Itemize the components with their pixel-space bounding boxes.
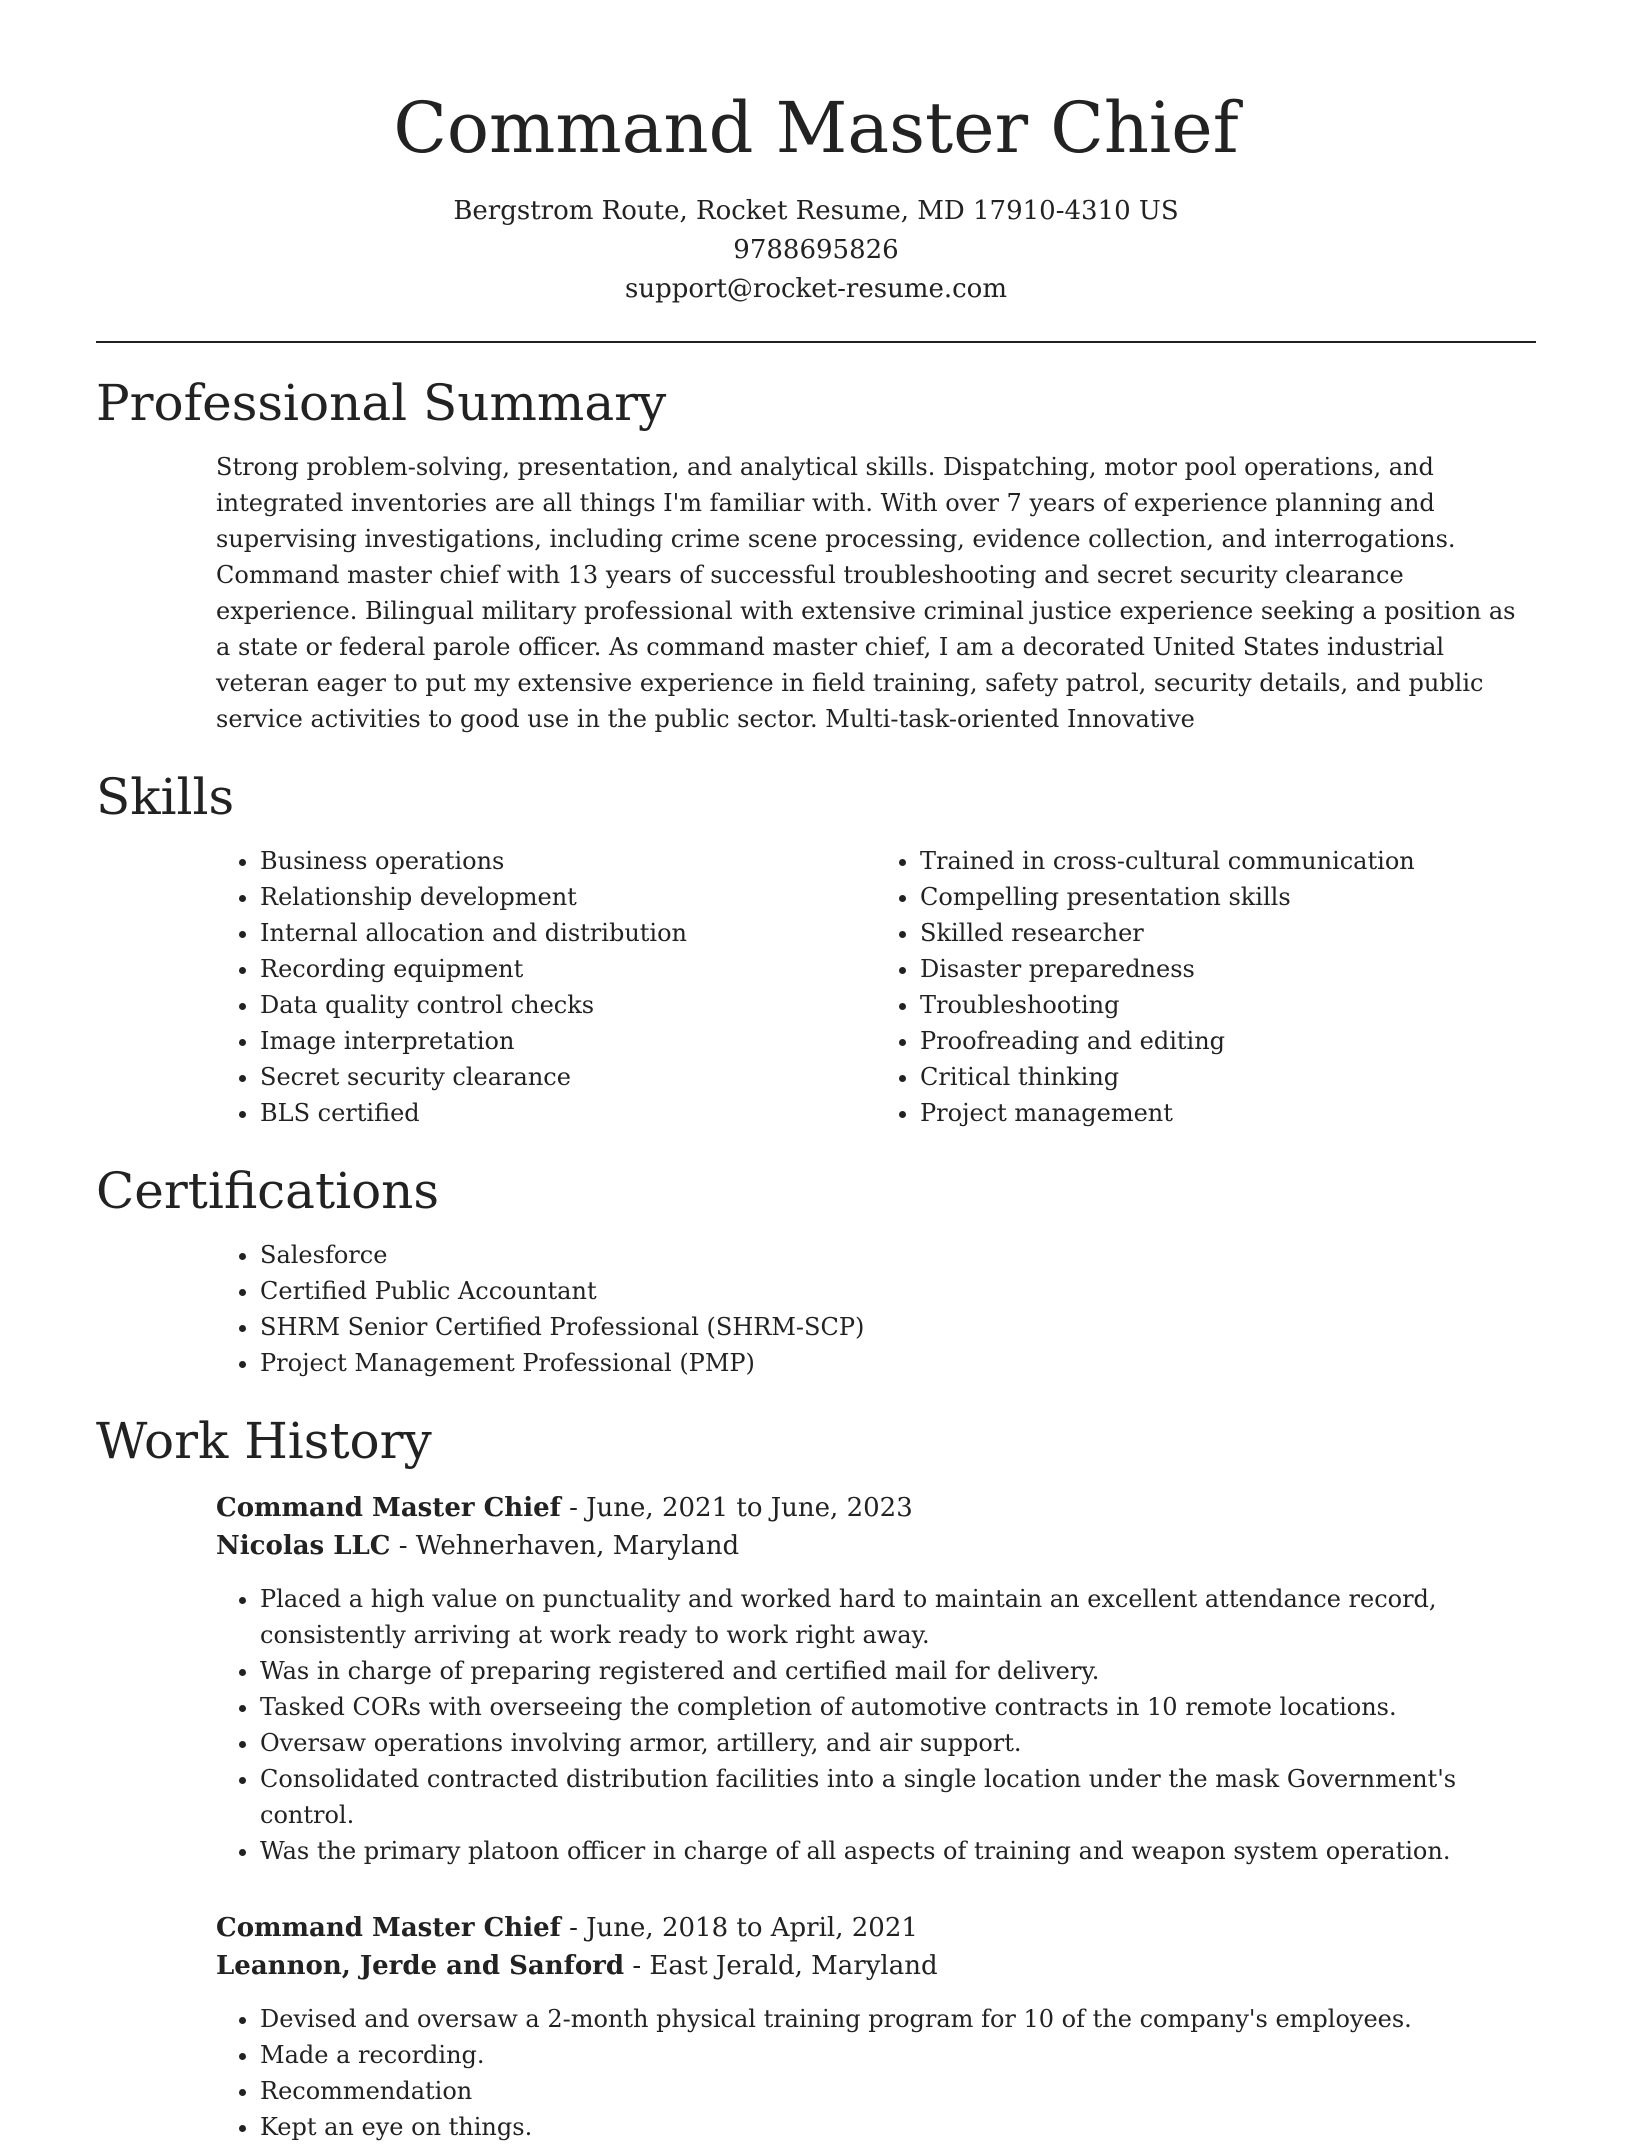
job-duty: • Consolidated contracted distribution facilities into a single location under the mask Government's control. — [260, 1761, 1536, 1833]
skill-item: • Recording equipment — [260, 951, 876, 987]
job-duty: • Tasked CORs with overseeing the completion of automotive contracts in 10 remote locations. — [260, 1689, 1536, 1725]
job-entry — [216, 1489, 1536, 1869]
skill-item: • Skilled researcher — [920, 915, 1536, 951]
candidate-name: Command Master Chief — [393, 87, 1239, 169]
skills-list-left — [216, 843, 876, 1131]
skill-item: • Critical thinking — [920, 1059, 1536, 1095]
job-duty: • Recommendation — [260, 2073, 1536, 2109]
skill-item: • Data quality control checks — [260, 987, 876, 1023]
job-duty: • Devised and oversaw a 2-month physical training program for 10 of the company's employees. — [260, 2001, 1536, 2037]
job-title-line — [216, 1909, 1536, 1947]
skill-item: • Disaster preparedness — [920, 951, 1536, 987]
skills-columns — [216, 829, 1536, 1131]
summary-text: Strong problem-solving, presentation, and analytical skills. Dispatching, motor pool operations, and integrated inventories are all things I'm familiar with. With over 7 years of experience planning and supervising investigations, including crime scene processing, evidence collection, and interrogations. Command master chief with 13 years of successful troubleshooting and secret security clearance experience. Bilingual military professional with extensive criminal justice experience seeking a position as a state or federal parole officer. As command master chief, I am a decorated United States industrial veteran eager to put my extensive experience in field training, safety patrol, security details, and public service activities to good use in the public sector. Multi-task-oriented Innovative — [216, 453, 1516, 733]
job-duty: • Was the primary platoon officer in charge of all aspects of training and weapon system operation. — [260, 1833, 1536, 1869]
certification-item: • Salesforce — [260, 1237, 1536, 1273]
skill-item: • Compelling presentation skills — [920, 879, 1536, 915]
contact-email: support@rocket-resume.com — [624, 274, 1007, 304]
job-duty: • Was in charge of preparing registered and certified mail for delivery. — [260, 1653, 1536, 1689]
skill-item: • Proofreading and editing — [920, 1023, 1536, 1059]
contact-phone: 9788695826 — [733, 235, 899, 265]
skill-item: • BLS certified — [260, 1095, 876, 1131]
summary-heading: Professional Summary — [96, 374, 667, 432]
job-duty: • Made a recording. — [260, 2037, 1536, 2073]
job-company: Leannon, Jerde and Sanford — [216, 1951, 625, 1981]
job-role: Command Master Chief — [216, 1913, 561, 1943]
job-company-line — [216, 1947, 1536, 1985]
skill-item: • Project management — [920, 1095, 1536, 1131]
job-location: - East Jerald, Maryland — [624, 1951, 938, 1981]
skills-section — [96, 765, 1536, 1131]
job-dates: - June, 2021 to June, 2023 — [560, 1493, 913, 1523]
skill-item: • Trained in cross-cultural communication — [920, 843, 1536, 879]
certifications-list — [216, 1237, 1536, 1381]
skill-item: • Image interpretation — [260, 1023, 876, 1059]
job-duty: • Kept an eye on things. — [260, 2109, 1536, 2145]
job-duty: • Oversaw operations involving armor, artillery, and air support. — [260, 1725, 1536, 1761]
skill-item: • Business operations — [260, 843, 876, 879]
contact-block — [96, 192, 1536, 309]
job-company-line — [216, 1527, 1536, 1565]
work-history-heading: Work History — [96, 1412, 432, 1470]
job-company: Nicolas LLC — [216, 1531, 391, 1561]
skill-item: • Relationship development — [260, 879, 876, 915]
skill-item: • Secret security clearance — [260, 1059, 876, 1095]
certifications-section — [96, 1159, 1536, 1381]
contact-address: Bergstrom Route, Rocket Resume, MD 17910-4310 US — [453, 196, 1179, 226]
job-role: Command Master Chief — [216, 1493, 561, 1523]
job-entry — [216, 1909, 1536, 2145]
header-divider — [96, 341, 1536, 343]
skill-item: • Internal allocation and distribution — [260, 915, 876, 951]
skills-heading: Skills — [96, 768, 235, 826]
job-title-line — [216, 1489, 1536, 1527]
certifications-heading: Certifications — [96, 1162, 440, 1220]
resume-header — [96, 0, 1536, 309]
skill-item: • Troubleshooting — [920, 987, 1536, 1023]
job-duties-list — [216, 1581, 1536, 1869]
certification-item: • Certified Public Accountant — [260, 1273, 1536, 1309]
skills-list-right — [876, 843, 1536, 1131]
job-duty: • Placed a high value on punctuality and worked hard to maintain an excellent attendance record, consistently arriving at work ready to work right away. — [260, 1581, 1536, 1653]
job-location: - Wehnerhaven, Maryland — [390, 1531, 740, 1561]
certification-item: • Project Management Professional (PMP) — [260, 1345, 1536, 1381]
job-dates: - June, 2018 to April, 2021 — [560, 1913, 918, 1943]
work-history-section — [96, 1409, 1536, 2145]
summary-section — [96, 371, 1536, 737]
job-duties-list — [216, 2001, 1536, 2145]
certification-item: • SHRM Senior Certified Professional (SHRM-SCP) — [260, 1309, 1536, 1345]
